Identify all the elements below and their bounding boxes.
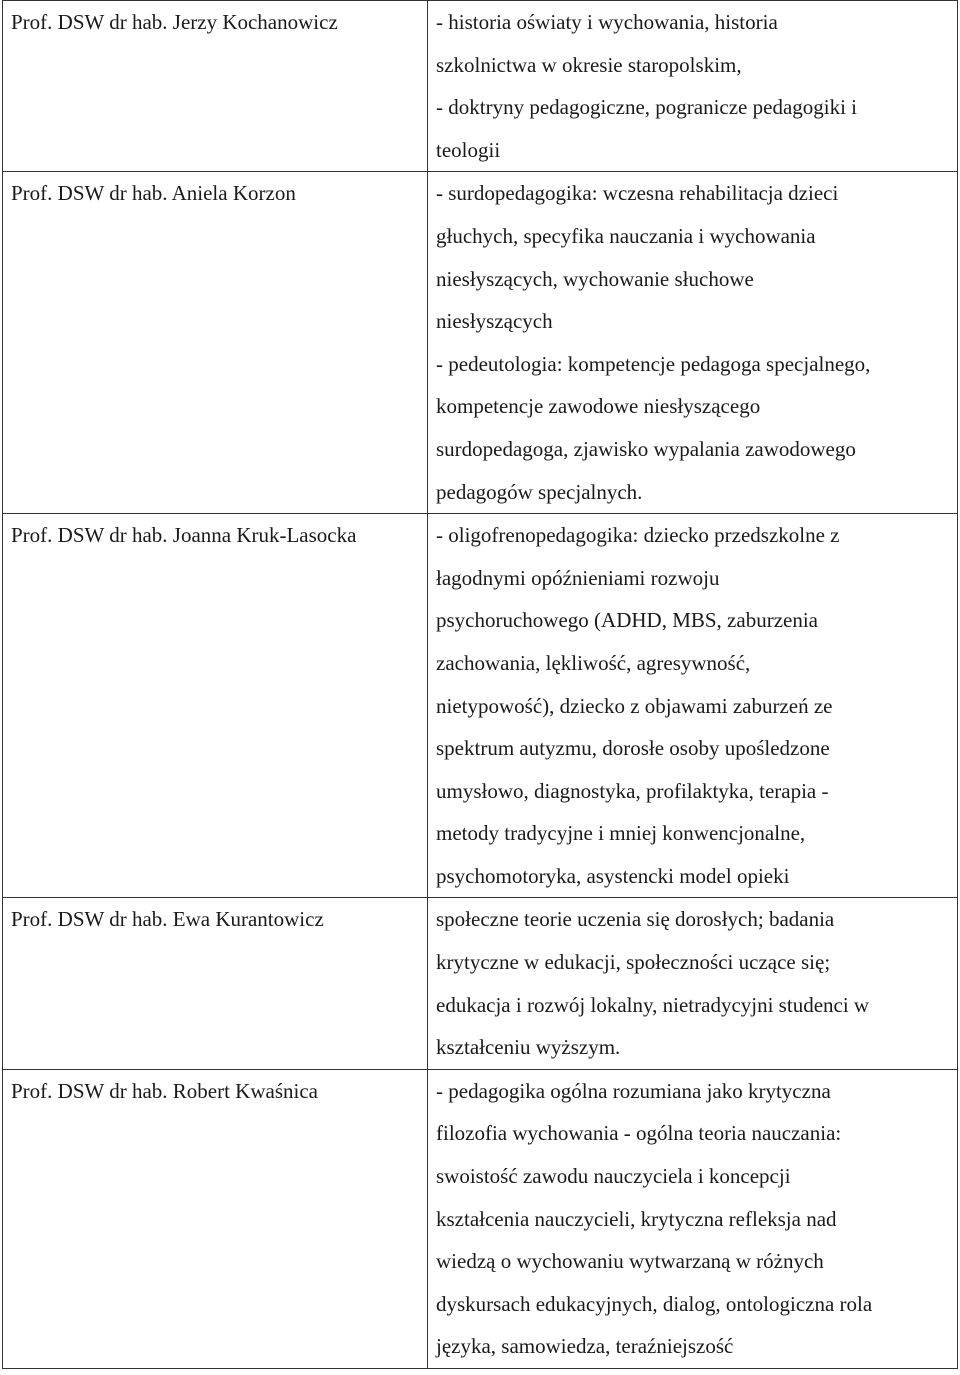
research-line: spektrum autyzmu, dorosłe osoby upośledzone: [436, 736, 830, 761]
research-line: głuchych, specyfika nauczania i wychowania: [436, 223, 816, 248]
professor-name: Prof. DSW dr hab. Jerzy Kochanowicz: [3, 1, 428, 172]
staff-specializations-table: [2, 0, 958, 1369]
research-line: kształceniu wyższym.: [436, 1035, 621, 1060]
professor-name: Prof. DSW dr hab. Aniela Korzon: [3, 172, 428, 514]
professor-name: Prof. DSW dr hab. Ewa Kurantowicz: [3, 898, 428, 1069]
research-line: niesłyszących, wychowanie słuchowe: [436, 266, 754, 291]
research-line: - historia oświaty i wychowania, historia: [436, 10, 778, 34]
research-line: - pedeutologia: kompetencje pedagoga specjalnego,: [436, 351, 871, 376]
research-line: psychoruchowego (ADHD, MBS, zaburzenia: [436, 608, 818, 633]
research-line: szkolnictwa w okresie staropolskim,: [436, 52, 742, 77]
research-areas: [428, 898, 958, 1069]
research-line: kompetencje zawodowe niesłyszącego: [436, 394, 761, 419]
research-line: niesłyszących: [436, 309, 553, 334]
research-line: języka, samowiedza, teraźniejszość: [436, 1334, 734, 1359]
research-line: metody tradycyjne i mniej konwencjonalne,: [436, 821, 806, 846]
research-line: - oligofrenopedagogika: dziecko przedszkolne z: [436, 523, 840, 548]
professor-name: Prof. DSW dr hab. Joanna Kruk-Lasocka: [3, 514, 428, 898]
research-line: kształcenia nauczycieli, krytyczna refleksja nad: [436, 1206, 837, 1231]
research-line: - doktryny pedagogiczne, pogranicze pedagogiki i: [436, 95, 858, 120]
research-line: umysłowo, diagnostyka, profilaktyka, terapia -: [436, 778, 829, 803]
research-line: swoistość zawodu nauczyciela i koncepcji: [436, 1164, 791, 1189]
table-row: [3, 1, 958, 172]
research-areas: [428, 1069, 958, 1368]
research-line: teologii: [436, 137, 501, 162]
professor-name: Prof. DSW dr hab. Robert Kwaśnica: [3, 1069, 428, 1368]
research-line: psychomotoryka, asystencki model opieki: [436, 863, 790, 888]
research-line: łagodnymi opóźnieniami rozwoju: [436, 565, 720, 590]
research-line: społeczne teorie uczenia się dorosłych; badania: [436, 907, 835, 932]
table-row: [3, 898, 958, 1069]
research-areas: [428, 514, 958, 898]
table-row: [3, 172, 958, 514]
research-line: pedagogów specjalnych.: [436, 479, 643, 504]
table-row: [3, 514, 958, 898]
research-line: dyskursach edukacyjnych, dialog, ontologiczna rola: [436, 1291, 873, 1316]
research-areas: [428, 172, 958, 514]
table-row: [3, 1069, 958, 1368]
research-areas: [428, 1, 958, 172]
research-line: - surdopedagogika: wczesna rehabilitacja dzieci: [436, 181, 839, 206]
research-line: krytyczne w edukacji, społeczności uczące się;: [436, 950, 831, 975]
research-line: zachowania, lękliwość, agresywność,: [436, 650, 751, 675]
research-line: filozofia wychowania - ogólna teoria nauczania:: [436, 1121, 842, 1146]
research-line: - pedagogika ogólna rozumiana jako krytyczna: [436, 1078, 831, 1103]
research-line: nietypowość), dziecko z objawami zaburzeń ze: [436, 693, 833, 718]
research-line: edukacja i rozwój lokalny, nietradycyjni studenci w: [436, 992, 870, 1017]
research-line: surdopedagoga, zjawisko wypalania zawodowego: [436, 436, 856, 461]
research-line: wiedzą o wychowaniu wytwarzaną w różnych: [436, 1249, 824, 1274]
